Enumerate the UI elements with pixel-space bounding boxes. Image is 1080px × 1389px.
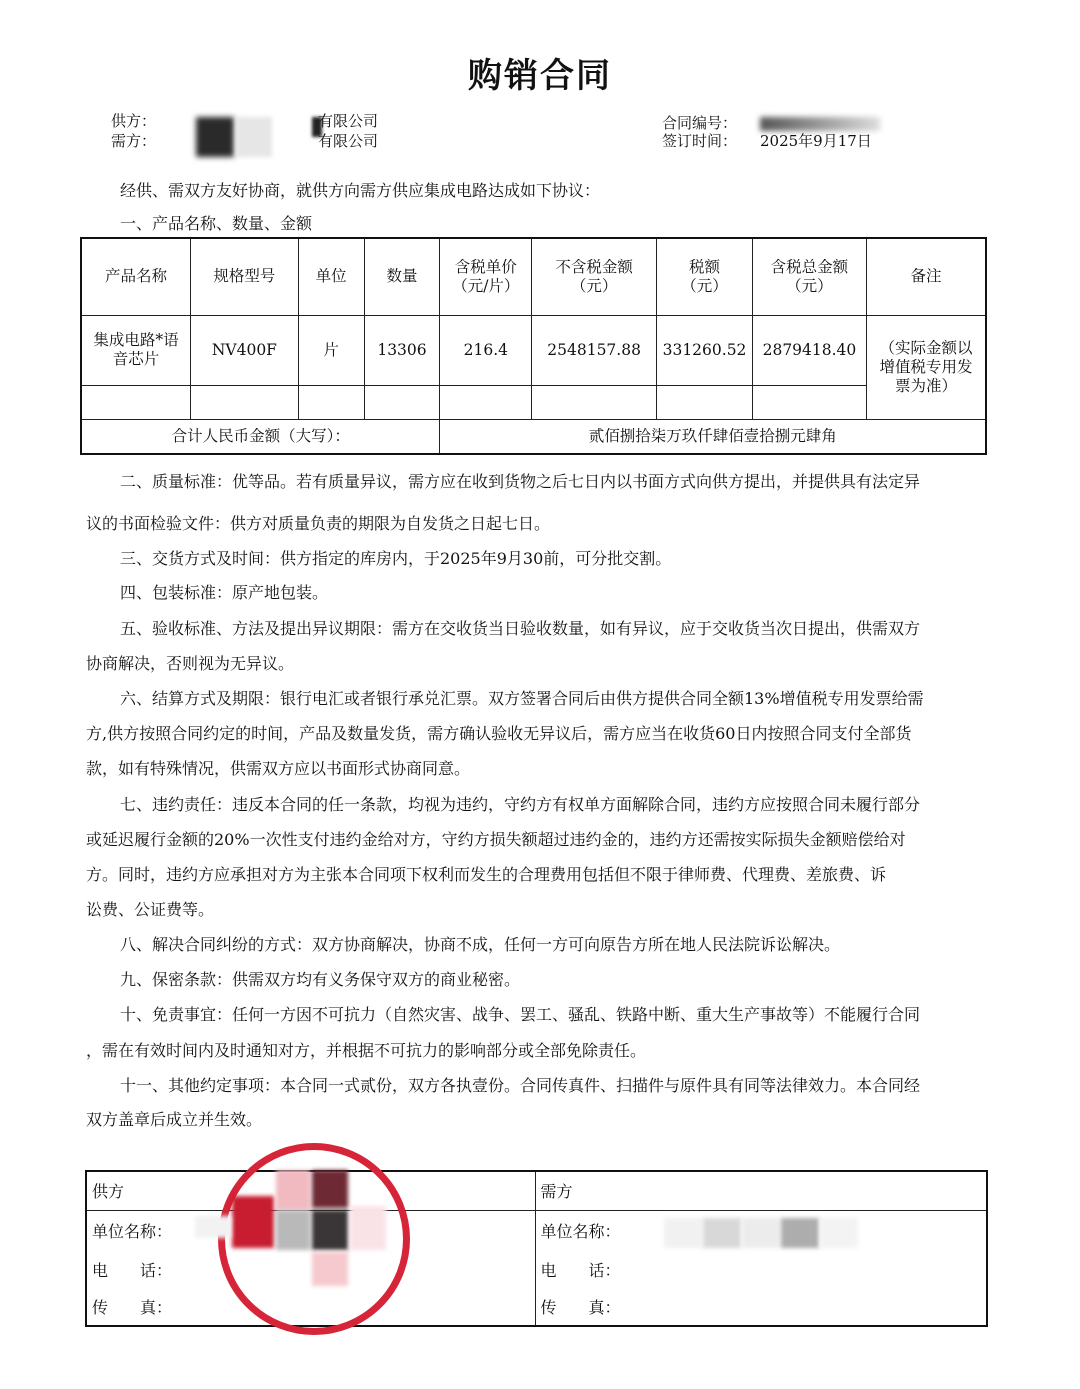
header-amount-ex-tax: 不含税金额 （元） bbox=[532, 238, 657, 315]
table-header-row bbox=[81, 238, 986, 315]
sign-fax-row bbox=[86, 1288, 987, 1326]
redacted-name-block bbox=[196, 117, 234, 157]
redacted-seal-block bbox=[195, 1216, 231, 1238]
contract-number-label: 合同编号： bbox=[662, 114, 738, 132]
supplier-unit-name-label: 单位名称： bbox=[86, 1210, 535, 1250]
buyer-fax-label: 传 真： bbox=[535, 1288, 987, 1326]
redacted-buyer-name bbox=[820, 1218, 858, 1248]
clause-9: 九、保密条款：供需双方均有义务保守双方的商业秘密。 bbox=[120, 970, 521, 989]
cell-tax: 331260.52 bbox=[657, 315, 753, 385]
sign-time-value: 2025年9月17日 bbox=[760, 132, 872, 150]
header-model: 规格型号 bbox=[191, 238, 299, 315]
total-amount-label: 合计人民币金额（大写）： bbox=[81, 419, 440, 454]
clause-3: 三、交货方式及时间：供方指定的库房内，于2025年9月30前，可分批交割。 bbox=[120, 549, 672, 568]
cell-unit-price: 216.4 bbox=[440, 315, 532, 385]
redacted-buyer-name bbox=[703, 1218, 741, 1248]
supplier-name: 有限公司 bbox=[318, 112, 379, 130]
buyer-name: 有限公司 bbox=[318, 132, 379, 150]
redacted-buyer-name bbox=[664, 1218, 702, 1248]
redacted-seal-block bbox=[350, 1206, 386, 1250]
clause-10-line2: ，需在有效时间内及时通知对方，并根据不可抗力的影响部分或全部免除责任。 bbox=[86, 1041, 647, 1060]
intro-text: 经供、需双方友好协商，就供方向需方供应集成电路达成如下协议： bbox=[120, 181, 601, 200]
supplier-fax-label: 传 真： bbox=[86, 1288, 535, 1326]
clause-2-line2: 议的书面检验文件：供方对质量负责的期限为自发货之日起七日。 bbox=[86, 514, 551, 533]
clause-5-line2: 协商解决，否则视为无异议。 bbox=[86, 654, 295, 673]
sign-time-label: 签订时间： bbox=[662, 132, 738, 150]
header-unit: 单位 bbox=[298, 238, 364, 315]
cell-quantity: 13306 bbox=[364, 315, 440, 385]
clause-2-line1: 二、质量标准：优等品。若有质量异议，需方应在收到货物之后七日内以书面方式向供方提出，并提供具有法定异 bbox=[120, 472, 921, 491]
clause-7-line1: 七、违约责任：违反本合同的任一条款，均视为违约，守约方有权单方面解除合同，违约方应按照合同未履行部分 bbox=[120, 795, 921, 814]
cell-model: NV400F bbox=[191, 315, 299, 385]
clause-11-line2: 双方盖章后成立并生效。 bbox=[86, 1110, 263, 1129]
table-total-row bbox=[81, 419, 986, 454]
header-tax: 税额 （元） bbox=[657, 238, 753, 315]
total-amount-value: 贰佰捌拾柒万玖仟肆佰壹拾捌元肆角 bbox=[440, 419, 986, 454]
cell-amount-ex-tax: 2548157.88 bbox=[532, 315, 657, 385]
redacted-seal-block bbox=[276, 1210, 310, 1250]
redacted-seal-block bbox=[312, 1210, 348, 1250]
redacted-seal-block bbox=[312, 1252, 348, 1286]
buyer-phone-label: 电 话： bbox=[535, 1250, 987, 1288]
product-table bbox=[80, 237, 987, 455]
supplier-section-title: 供方 bbox=[86, 1171, 535, 1210]
redacted-contract-number bbox=[760, 117, 880, 131]
header-remark: 备注 bbox=[866, 238, 986, 315]
clause-8: 八、解决合同纠纷的方式：双方协商解决，协商不成，任何一方可向原告方所在地人民法院诉讼解决。 bbox=[120, 935, 841, 954]
redacted-name-block bbox=[236, 117, 272, 157]
clause-6-line3: 款，如有特殊情况，供需双方应以书面形式协商同意。 bbox=[86, 759, 471, 778]
supplier-phone-label: 电 话： bbox=[86, 1250, 535, 1288]
cell-product-name: 集成电路*语 音芯片 bbox=[81, 315, 191, 385]
clause-7-line2: 或延迟履行金额的20%一次性支付违约金给对方，守约方损失额超过违约金的，违约方还需按实际损失金额赔偿给对 bbox=[86, 830, 906, 849]
clause-11-line1: 十一、其他约定事项：本合同一式贰份，双方各执壹份。合同传真件、扫描件与原件具有同等法律效力。本合同经 bbox=[120, 1076, 921, 1095]
redacted-seal-block bbox=[312, 1170, 348, 1208]
header-total: 含税总金额 （元） bbox=[752, 238, 866, 315]
clause-10-line1: 十、免责事宜：任何一方因不可抗力（自然灾害、战争、罢工、骚乱、铁路中断、重大生产事故等）不能履行合同 bbox=[120, 1005, 921, 1024]
clause-5-line1: 五、验收标准、方法及提出异议期限：需方在交收货当日验收数量，如有异议，应于交收货当次日提出，供需双方 bbox=[120, 619, 921, 638]
buyer-section-title: 需方 bbox=[535, 1171, 987, 1210]
cell-total: 2879418.40 bbox=[752, 315, 866, 385]
clause-6-line1: 六、结算方式及期限：银行电汇或者银行承兑汇票。双方签署合同后由供方提供合同全额13%增值税专用发票给需 bbox=[120, 689, 924, 708]
sign-title-row bbox=[86, 1171, 987, 1210]
redacted-seal-block bbox=[276, 1170, 310, 1210]
redacted-buyer-name bbox=[781, 1218, 819, 1248]
document-title: 购销合同 bbox=[468, 56, 612, 96]
header-product-name: 产品名称 bbox=[81, 238, 191, 315]
redacted-seal-block bbox=[232, 1196, 274, 1248]
cell-remark: （实际金额以 增值税专用发 票为准） bbox=[866, 315, 986, 419]
clause-7-line4: 讼费、公证费等。 bbox=[86, 900, 215, 919]
clause-7-line3: 方。同时，违约方应承担对方为主张本合同项下权利而发生的合理费用包括但不限于律师费、代理费、差旅费、诉 bbox=[86, 865, 887, 884]
supplier-label: 供方： bbox=[111, 112, 157, 130]
buyer-label: 需方： bbox=[111, 132, 157, 150]
table-row bbox=[81, 315, 986, 385]
buyer-unit-name-label: 单位名称： bbox=[535, 1210, 987, 1250]
clause-6-line2: 方,供方按照合同约定的时间，产品及数量发货，需方确认验收无异议后，需方应当在收货60日内按照合同支付全部货 bbox=[86, 724, 912, 743]
clause-4: 四、包装标准：原产地包装。 bbox=[120, 583, 329, 602]
section1-title: 一、产品名称、数量、金额 bbox=[120, 214, 313, 233]
cell-unit: 片 bbox=[298, 315, 364, 385]
header-unit-price: 含税单价 （元/片） bbox=[440, 238, 532, 315]
header-quantity: 数量 bbox=[364, 238, 440, 315]
redacted-buyer-name bbox=[742, 1218, 780, 1248]
table-empty-row bbox=[81, 385, 986, 419]
